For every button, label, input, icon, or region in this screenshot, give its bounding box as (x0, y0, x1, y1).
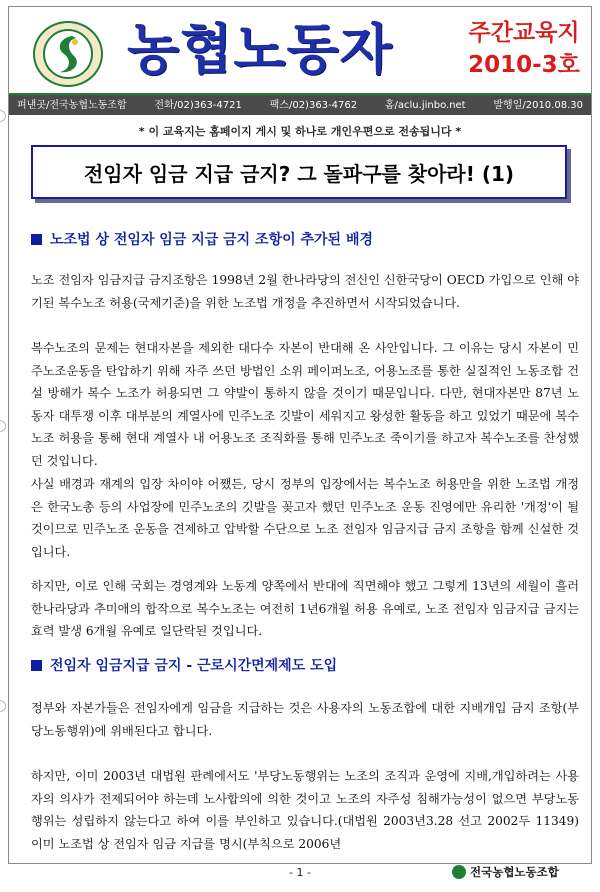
masthead (9, 7, 591, 93)
footer-organization (452, 864, 559, 880)
section-heading-1 (31, 229, 581, 249)
square-bullet-icon (31, 234, 42, 245)
paragraph-5: 정부와 자본가들은 전임자에게 임금을 지급하는 것은 사용자의 노동조합에 대한 지배개입 금지 조항(부당노동행위)에 위배된다고 합니다. (31, 701, 579, 738)
distribution-notice: * 이 교육지는 홈페이지 게시 및 하나로 개인우편으로 전송됩니다 * (138, 125, 462, 138)
issue-label: 주간교육지 (468, 20, 580, 46)
paragraph-1: 노조 전임자 임금지급 금지조항은 1998년 2월 한나라당의 전신인 신한국당이 OECD 가입으로 인해 야기된 복수노조 허용(국제기준)을 위한 노조법 개정을 추진하면서 시작되었습니다. (31, 273, 579, 310)
logo-emblem-icon (42, 28, 94, 80)
binder-hole-mark (0, 110, 6, 122)
issue-number: 2010-3호 (468, 52, 580, 78)
paragraph-6: 하지만, 이미 2003년 대법원 판례에서도 '부당노동행위는 노조의 조직과 운영에 지배,개입하려는 사용자의 의사가 전제되어야 하는데 노사합의에 의한 것이고 노조의 자주성 침해가능성이 없으면 부당노동행위는 성립하지 않는다고 하여 이를 부인하고 있습니다.(대법원 2003년3.28 선고 2002두 11349) 이미 노조법 상 전임자 임금 지급를 명시(부칙으로 2006년 (31, 769, 579, 851)
publisher: 펴낸곳/전국농협노동조합 (17, 100, 127, 111)
newsletter-title: 농협노동자 (127, 18, 393, 81)
page-number: - 1 - (289, 866, 311, 879)
footer-org-name: 전국농협노동조합 (470, 865, 559, 879)
binder-hole-mark (0, 700, 6, 712)
newsletter-page (8, 6, 592, 864)
phone: 전화/02)363-4721 (154, 100, 242, 111)
fax: 팩스/02)363-4762 (269, 100, 358, 111)
binder-hole-mark (0, 420, 6, 432)
article-headline: 전임자 임금 지급 금지? 그 돌파구를 찾아라! (1) (31, 145, 567, 199)
cooperative-logo-icon (33, 21, 103, 87)
issue-info (461, 17, 587, 87)
homepage-link[interactable]: 홈/aclu.jinbo.net (384, 100, 466, 111)
union-logo-icon (452, 865, 466, 879)
publish-date: 발행일/2010.08.30 (493, 100, 583, 111)
section-heading-text: 전임자 임금지급 금지 - 근로시간면제제도 도입 (50, 658, 338, 674)
paragraph-3: 사실 배경과 재계의 입장 차이야 어쨌든, 당시 정부의 입장에서는 복수노조 허용만을 위한 노조법 개정은 한국노총 등의 사업장에 민주노조의 깃발을 꽂고자 했던 민주노조 운동 진영에만 유리한 '개정'이 될 것이므로 민주노조 운동을 견제하고 압박할 수단으로 노조 전임자 임금지급 금지 조항을 함께 신설한 것입니다. (31, 477, 579, 559)
publisher-info-bar (9, 93, 591, 115)
section-heading-2 (31, 655, 581, 675)
section-heading-text: 노조법 상 전임자 임금 지급 금지 조항이 추가된 배경 (50, 232, 373, 248)
paragraph-2: 복수노조의 문제는 현대자본을 제외한 대다수 자본이 반대해 온 사안입니다. 그 이유는 당시 자본이 민주노조운동을 탄압하기 위해 자주 쓰던 방법인 소위 페이퍼노조, 어용노조를 통한 실질적인 노동조합 건설 방해가 복수 노조가 허용되면 그 약발이 통하지 않을 것이기 때문입니다. 다만, 현대자본만 87년 노동자 대투쟁 이후 대부분의 계열사에 민주노조 깃발이 세워지고 왕성한 활동을 하고 있었기 때문에 복수노조 허용을 통해 현대 계열사 내 어용노조 조직화를 통해 민주노조 죽이기를 하고자 복수노조를 찬성했던 것입니다. (31, 341, 579, 468)
paragraph-4: 하지만, 이로 인해 국회는 경영계와 노동계 양쪽에서 반대에 직면해야 했고 그렇게 13년의 세월이 흘러 한나라당과 추미애의 합작으로 복수노조는 여전히 1년6개월 허용 유예로, 노조 전임자 임금지급 금지는 효력 발생 6개월 유예로 일단락된 것입니다. (31, 579, 579, 638)
square-bullet-icon (31, 660, 42, 671)
